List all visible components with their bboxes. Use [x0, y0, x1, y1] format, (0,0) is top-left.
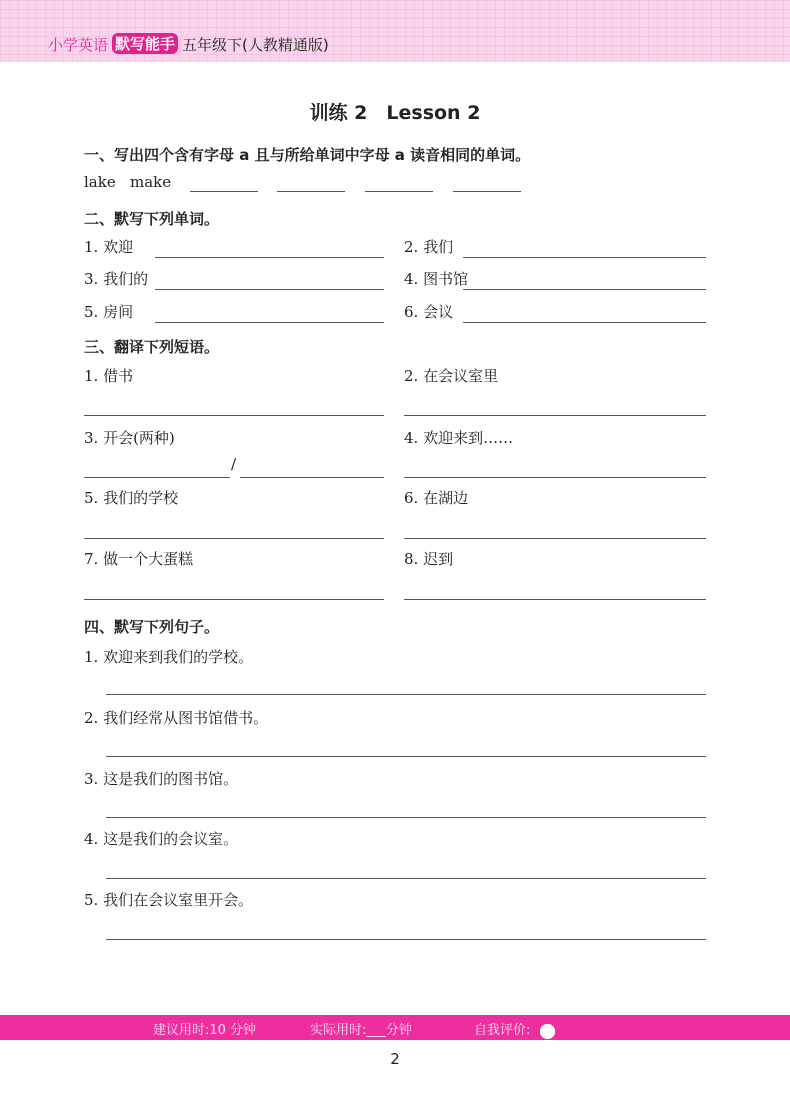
phrase-item: 5. 我们的学校 — [84, 489, 179, 507]
answer-line[interactable] — [106, 817, 706, 818]
answer-line[interactable] — [106, 756, 706, 757]
page-title: 训练 2 Lesson 2 — [309, 102, 481, 124]
slash: / — [231, 455, 237, 473]
answer-line[interactable] — [404, 538, 706, 539]
answer-line[interactable] — [84, 538, 384, 539]
answer-line[interactable] — [155, 257, 384, 258]
phrase-item: 8. 迟到 — [404, 550, 454, 568]
answer-blank[interactable] — [277, 191, 345, 192]
answer-line[interactable] — [404, 415, 706, 416]
answer-line[interactable] — [106, 939, 706, 940]
answer-line[interactable] — [404, 599, 706, 600]
page-number: 2 — [390, 1050, 400, 1068]
word-item: 4. 图书馆 — [404, 270, 469, 288]
phrase-item: 3. 开会(两种) — [84, 429, 175, 447]
phrase-item: 6. 在湖边 — [404, 489, 469, 507]
logo: 默写能手 — [112, 33, 178, 54]
sentence-item: 1. 欢迎来到我们的学校。 — [84, 648, 254, 666]
word-item: 6. 会议 — [404, 303, 454, 321]
answer-line[interactable] — [84, 599, 384, 600]
answer-line[interactable] — [155, 322, 384, 323]
self-rating-label: 自我评价: — [474, 1023, 531, 1038]
phrase-item: 2. 在会议室里 — [404, 367, 499, 385]
answer-blank[interactable] — [453, 191, 521, 192]
answer-line[interactable] — [106, 694, 706, 695]
answer-line[interactable] — [404, 477, 706, 478]
answer-line[interactable] — [463, 257, 706, 258]
sentence-item: 4. 这是我们的会议室。 — [84, 830, 239, 848]
answer-line[interactable] — [84, 415, 384, 416]
phrase-item: 1. 借书 — [84, 367, 134, 385]
phrase-item: 4. 欢迎来到…… — [404, 429, 514, 447]
answer-line[interactable] — [155, 289, 384, 290]
answer-blank[interactable] — [365, 191, 433, 192]
answer-blank[interactable] — [190, 191, 258, 192]
page-header — [0, 0, 790, 62]
phrase-item: 7. 做一个大蛋糕 — [84, 550, 194, 568]
answer-line[interactable] — [106, 878, 706, 879]
answer-line[interactable] — [84, 477, 230, 478]
answer-line[interactable] — [240, 477, 384, 478]
word-item: 2. 我们 — [404, 238, 454, 256]
given-word: make — [130, 173, 172, 191]
word-item: 3. 我们的 — [84, 270, 149, 288]
answer-line[interactable] — [463, 322, 706, 323]
given-word: lake — [84, 173, 116, 191]
sentence-item: 5. 我们在会议室里开会。 — [84, 891, 254, 909]
footer-bar — [0, 1015, 790, 1040]
series-label: 小学英语 — [48, 36, 109, 54]
section-3-heading: 三、翻译下列短语。 — [84, 338, 220, 356]
section-4-heading: 四、默写下列句子。 — [84, 618, 220, 636]
book-label: 五年级下(人教精通版) — [182, 36, 329, 54]
sentence-item: 3. 这是我们的图书馆。 — [84, 770, 239, 788]
suggested-time: 建议用时:10 分钟 — [153, 1023, 257, 1038]
actual-time: 实际用时:___分钟 — [310, 1023, 412, 1038]
section-1-heading: 一、写出四个含有字母 a 且与所给单词中字母 a 读音相同的单词。 — [84, 146, 531, 164]
flower-star-icon[interactable] — [540, 1024, 555, 1039]
section-2-heading: 二、默写下列单词。 — [84, 210, 220, 228]
word-item: 1. 欢迎 — [84, 238, 134, 256]
word-item: 5. 房间 — [84, 303, 134, 321]
sentence-item: 2. 我们经常从图书馆借书。 — [84, 709, 269, 727]
answer-line[interactable] — [463, 289, 706, 290]
